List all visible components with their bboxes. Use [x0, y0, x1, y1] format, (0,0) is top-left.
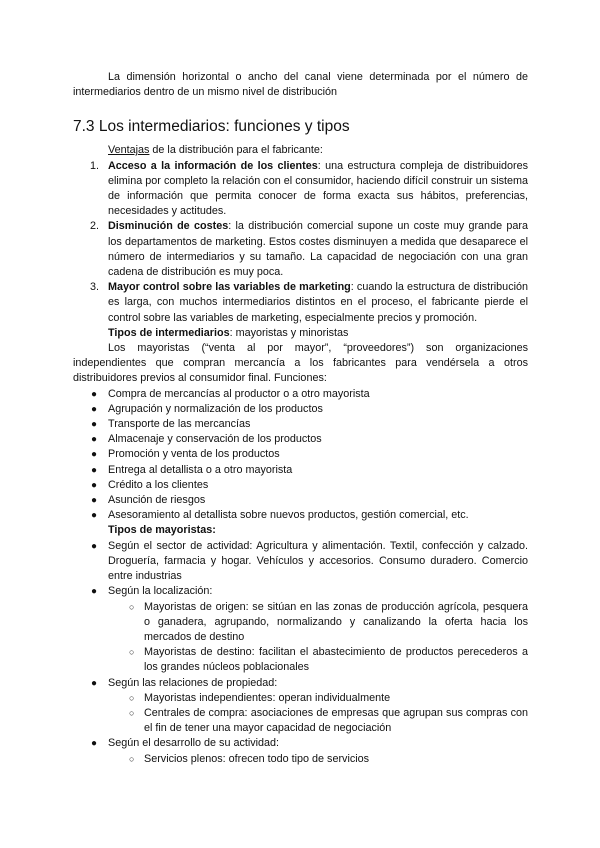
list-item — [91, 539, 528, 585]
bullet-icon: ● — [91, 540, 98, 552]
circle-bullet-icon: ○ — [129, 707, 135, 718]
ventajas-label: Ventajas — [108, 144, 150, 157]
sub-list-item — [129, 645, 528, 675]
ventajas-rest: de la distribución para el fabricante: — [149, 144, 323, 157]
ventaja-item — [90, 159, 528, 220]
tipo-text: Según el sector de actividad: Agricultura y alimentación. Textil, confección y calzado. Droguería, farmacia y hogar. Vehículos y accesorios. Consumo duradero. Comercio entre industrias — [108, 539, 528, 583]
list-item — [91, 447, 528, 462]
list-item — [91, 402, 528, 417]
bullet-icon: ● — [91, 586, 98, 598]
bullet-icon: ● — [91, 479, 98, 491]
tipos-mayoristas-label: Tipos de mayoristas — [108, 524, 213, 537]
funcion-text: Agrupación y normalización de los productos — [108, 402, 323, 415]
document-body — [73, 70, 528, 767]
sub-list-item — [129, 752, 528, 767]
circle-bullet-icon: ○ — [129, 753, 135, 764]
bullet-icon: ● — [91, 495, 98, 507]
tipo-text: Según el desarrollo de su actividad: — [108, 737, 280, 750]
bullet-icon: ● — [91, 388, 98, 400]
tipos-intermediarios-rest: : mayoristas y minoristas — [229, 326, 349, 339]
bullet-icon: ● — [91, 677, 98, 689]
funcion-text: Crédito a los clientes — [108, 478, 209, 491]
funcion-text: Compra de mercancías al productor o a otro mayorista — [108, 387, 370, 400]
tipo-text: Según la localización: — [108, 585, 213, 598]
sub-list-item — [129, 600, 528, 646]
sub-list — [108, 752, 528, 767]
bullet-icon: ● — [91, 738, 98, 750]
funcion-text: Promoción y venta de los productos — [108, 448, 280, 461]
tipo-text: Según las relaciones de propiedad: — [108, 676, 278, 689]
sub-list-item — [129, 691, 528, 706]
list-item — [91, 478, 528, 493]
funcion-text: Almacenaje y conservación de los productos — [108, 433, 322, 446]
funciones-list — [73, 387, 528, 524]
ventaja-text: : cuando la estructura de distribución es larga, con muchos intermediarios distintos en el proceso, el fabricante pierde el control sobre las variables de marketing, especialmente precios y promoción. — [108, 281, 528, 324]
circle-bullet-icon: ○ — [129, 692, 135, 703]
ventaja-title: Disminución de costes — [108, 220, 229, 233]
list-number: 3. — [90, 281, 100, 294]
funcion-text: Entrega al detallista o a otro mayorista — [108, 463, 293, 476]
circle-bullet-icon: ○ — [129, 647, 135, 658]
bullet-icon: ● — [91, 419, 98, 431]
list-item — [91, 432, 528, 447]
sub-item-text: Mayoristas independientes: operan individualmente — [144, 691, 391, 704]
sub-item-text: Centrales de compra: asociaciones de empresas que agrupan sus compras con el fin de tener una mayor capacidad de negociación — [144, 706, 528, 735]
list-item — [91, 493, 528, 508]
sub-item-text: Servicios plenos: ofrecen todo tipo de servicios — [144, 752, 370, 765]
bullet-icon: ● — [91, 510, 98, 522]
list-item — [91, 387, 528, 402]
list-item — [91, 584, 528, 675]
list-item — [91, 676, 528, 737]
list-item — [91, 463, 528, 478]
funcion-text: Asunción de riesgos — [108, 494, 206, 507]
ventaja-text: : una estructura compleja de distribuidores elimina por completo la relación con el consumidor, haciendo difícil construir un sistema de información que permita conocer de forma exacta sus hábitos, preferencias, necesidades y actitudes. — [108, 159, 528, 218]
tipos-mayoristas-colon: : — [212, 524, 216, 537]
tipos-mayoristas-heading — [73, 523, 528, 538]
tipos-intermediarios-line — [73, 326, 528, 341]
sub-list — [108, 691, 528, 737]
list-item — [91, 508, 528, 523]
ventaja-title: Mayor control sobre las variables de marketing — [108, 281, 351, 294]
ventajas-heading — [73, 143, 528, 158]
list-number: 1. — [90, 159, 100, 172]
list-item — [91, 417, 528, 432]
ventaja-item — [90, 280, 528, 326]
sub-item-text: Mayoristas de destino: facilitan el abastecimiento de productos perecederos a los grandes núcleos poblacionales — [144, 646, 528, 674]
ventaja-title: Acceso a la información de los clientes — [108, 159, 318, 172]
funcion-text: Asesoramiento al detallista sobre nuevos productos, gestión comercial, etc. — [108, 509, 469, 522]
ventaja-item — [90, 219, 528, 280]
tipos-list — [73, 539, 528, 767]
bullet-icon: ● — [91, 449, 98, 461]
sub-list — [108, 600, 528, 676]
bullet-icon: ● — [91, 434, 98, 446]
mayoristas-paragraph: Los mayoristas (“venta al por mayor”, “proveedores”) son organizaciones independientes que compran mercancía a los fabricantes para vendérsela a otros distribuidores previos al consumidor final. Funciones: — [73, 342, 528, 385]
funcion-text: Transporte de las mercancías — [108, 418, 251, 431]
sub-item-text: Mayoristas de origen: se sitúan en las zonas de producción agrícola, pesquera o ganadera, agrupando, normalizando y canalizando la oferta hacia los mercados de destino — [144, 600, 528, 643]
ventaja-text: : la distribución comercial supone un coste muy grande para los departamentos de marketing. Estos costes disminuyen a medida que desaparece el número de intermediarios y su tamaño. La capacidad de negociación con una gran cadena de distribución es muy poca. — [108, 220, 528, 279]
list-item — [91, 736, 528, 766]
bullet-icon: ● — [91, 403, 98, 415]
ventajas-list — [73, 159, 528, 326]
intro-paragraph: La dimensión horizontal o ancho del canal viene determinada por el número de intermediarios dentro de un mismo nivel de distribución — [73, 71, 528, 99]
sub-list-item — [129, 706, 528, 736]
circle-bullet-icon: ○ — [129, 601, 135, 612]
section-heading: 7.3 Los intermediarios: funciones y tipos — [73, 118, 350, 136]
list-number: 2. — [90, 220, 100, 233]
bullet-icon: ● — [91, 464, 98, 476]
tipos-intermediarios-label: Tipos de intermediarios — [108, 326, 230, 339]
